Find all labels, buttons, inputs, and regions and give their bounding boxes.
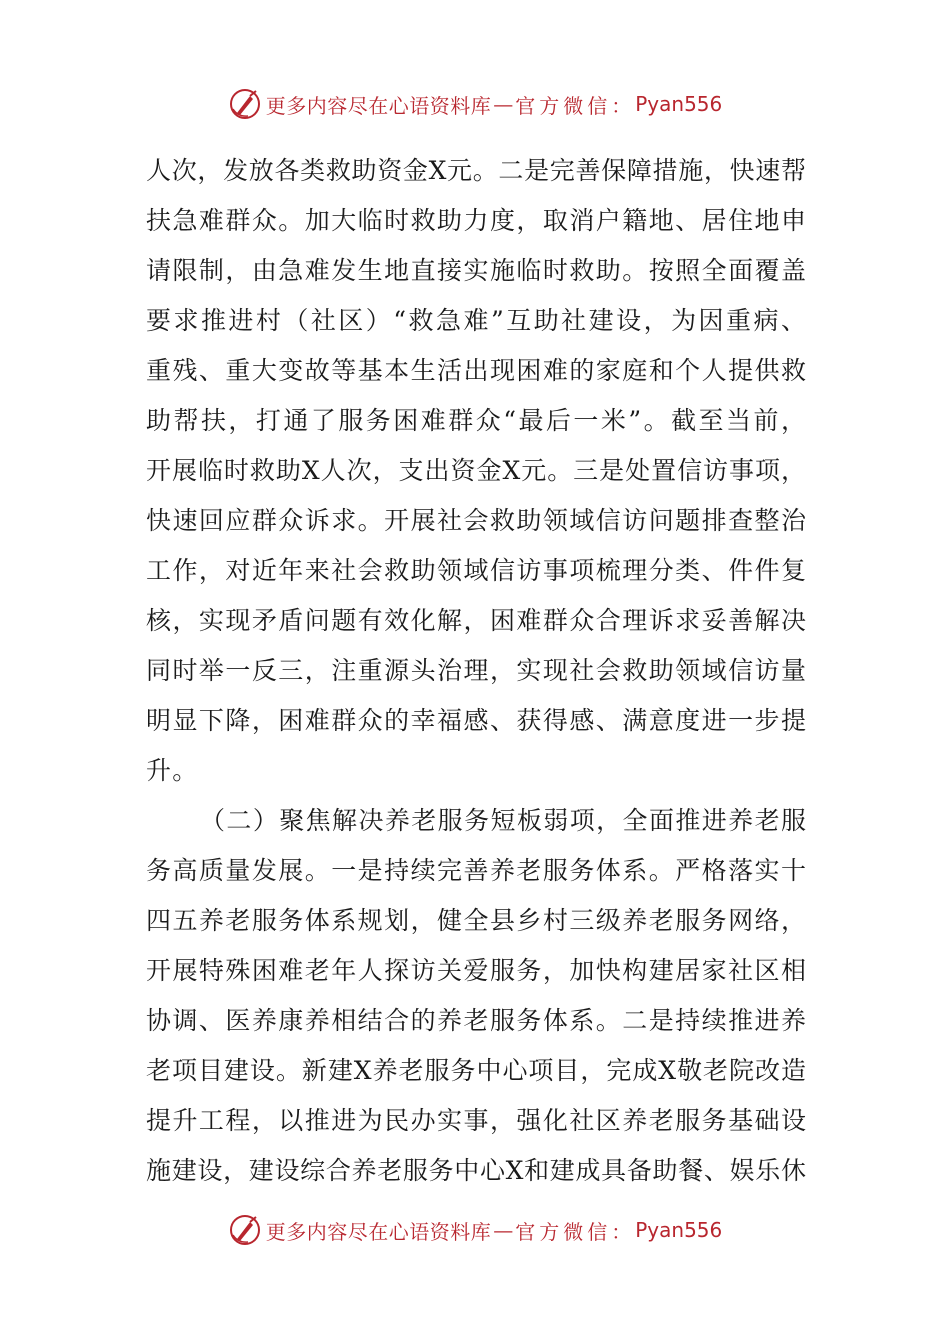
header-brand-text: 更多内容尽在心语资料库 xyxy=(265,93,492,118)
footer-brand-text: 更多内容尽在心语资料库 xyxy=(265,1219,492,1244)
body-line: 升。 xyxy=(146,756,199,785)
body-line: 工作，对近年来社会救助领域信访事项梳理分类、件件复 xyxy=(146,556,806,585)
body-line: 扶急难群众。加大临时救助力度，取消户籍地、居住地申 xyxy=(146,206,806,235)
footer-wechat-id: Pyan556 xyxy=(635,1218,723,1242)
body-line: 明显下降，困难群众的幸福感、获得感、满意度进一步提 xyxy=(146,706,806,735)
body-line: 请限制，由急难发生地直接实施临时救助。按照全面覆盖 xyxy=(146,256,806,285)
header-wechat-label: 官方微信： xyxy=(515,93,636,118)
body-line: 协调、医养康养相结合的养老服务体系。二是持续推进养 xyxy=(146,1006,806,1035)
header-banner xyxy=(0,82,950,126)
body-line: 施建设，建设综合养老服务中心X和建成具备助餐、娱乐休 xyxy=(146,1156,806,1185)
header-dash: — xyxy=(493,92,514,116)
body-line: 务高质量发展。一是持续完善养老服务体系。严格落实十 xyxy=(146,856,806,885)
footer-banner xyxy=(0,1208,950,1252)
section-heading-line: （二）聚焦解决养老服务短板弱项，全面推进养老服 xyxy=(200,806,806,835)
body-line: 开展特殊困难老年人探访关爱服务，加快构建居家社区相 xyxy=(146,956,806,985)
body-line: 重残、重大变故等基本生活出现困难的家庭和个人提供救 xyxy=(146,356,806,385)
body-line: 同时举一反三，注重源头治理，实现社会救助领域信访量 xyxy=(146,656,806,685)
footer-dash: — xyxy=(493,1218,514,1242)
quill-pen-icon xyxy=(228,1213,262,1247)
body-line: 助帮扶，打通了服务困难群众“最后一米”。截至当前， xyxy=(146,406,806,435)
body-line: 要求推进村（社区）“救急难”互助社建设，为因重病、 xyxy=(146,306,806,335)
header-wechat-id: Pyan556 xyxy=(635,92,723,116)
body-line: 人次，发放各类救助资金X元。二是完善保障措施，快速帮 xyxy=(146,156,806,185)
footer-wechat-label: 官方微信： xyxy=(515,1219,636,1244)
document-body xyxy=(146,146,806,1196)
body-line: 提升工程，以推进为民办实事，强化社区养老服务基础设 xyxy=(146,1106,806,1135)
body-line: 快速回应群众诉求。开展社会救助领域信访问题排查整治 xyxy=(146,506,806,535)
body-line: 开展临时救助X人次，支出资金X元。三是处置信访事项， xyxy=(146,456,806,485)
body-line: 核，实现矛盾问题有效化解，困难群众合理诉求妥善解决 xyxy=(146,606,806,635)
body-line: 老项目建设。新建X养老服务中心项目，完成X敬老院改造 xyxy=(146,1056,806,1085)
quill-pen-icon xyxy=(228,87,262,121)
body-line: 四五养老服务体系规划，健全县乡村三级养老服务网络， xyxy=(146,906,806,935)
